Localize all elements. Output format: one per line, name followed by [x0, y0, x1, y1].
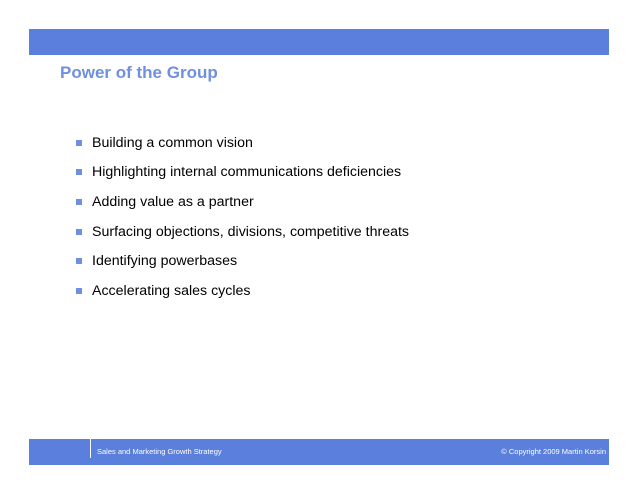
footer-divider: [90, 436, 91, 458]
bullet-text: Highlighting internal communications deficiencies: [92, 164, 402, 181]
header-band: [29, 29, 609, 55]
square-bullet-icon: [76, 288, 82, 294]
footer-copyright: © Copyright 2009 Martin Korsin: [501, 447, 606, 456]
list-item: [76, 128, 409, 158]
footer-title: Sales and Marketing Growth Strategy: [97, 447, 222, 456]
list-item: [76, 187, 409, 217]
bullet-text: Identifying powerbases: [92, 253, 238, 270]
square-bullet-icon: [76, 169, 82, 175]
square-bullet-icon: [76, 199, 82, 205]
list-item: [76, 217, 409, 247]
list-item: [76, 276, 409, 306]
square-bullet-icon: [76, 140, 82, 146]
bullet-text: Surfacing objections, divisions, competitive threats: [92, 223, 410, 240]
square-bullet-icon: [76, 229, 82, 235]
bullet-text: Adding value as a partner: [92, 193, 254, 210]
slide-title: Power of the Group: [60, 63, 218, 82]
square-bullet-icon: [76, 258, 82, 264]
list-item: [76, 158, 409, 188]
bullet-text: Building a common vision: [92, 134, 253, 151]
list-item: [76, 246, 409, 276]
bullet-list: [76, 128, 409, 306]
bullet-text: Accelerating sales cycles: [92, 282, 251, 299]
